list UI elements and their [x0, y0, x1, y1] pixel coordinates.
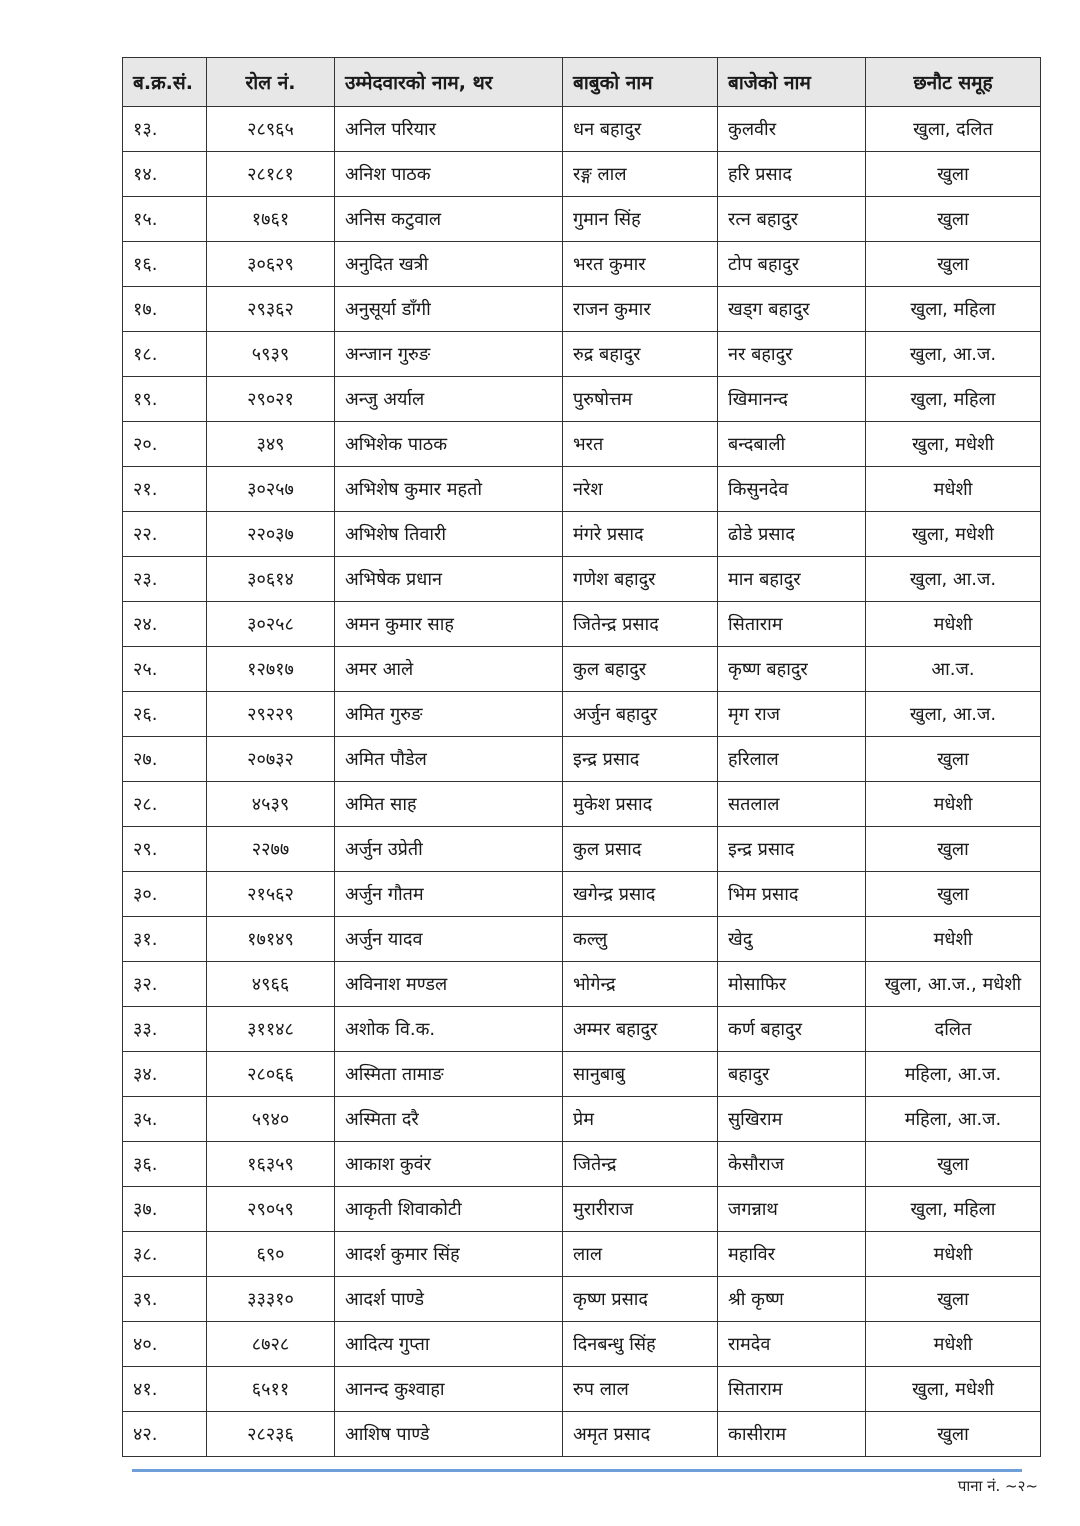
cell-name: अभिषेक प्रधान — [335, 557, 563, 602]
cell-grandfather: बहादुर — [718, 1052, 866, 1097]
table-row — [123, 242, 1041, 287]
cell-roll: ५९३९ — [207, 332, 335, 377]
cell-group: खुला — [866, 197, 1041, 242]
table-row — [123, 827, 1041, 872]
table-row — [123, 962, 1041, 1007]
cell-roll: २२७७ — [207, 827, 335, 872]
cell-grandfather: किसुनदेव — [718, 467, 866, 512]
cell-serial: २५. — [123, 647, 207, 692]
cell-name: अर्जुन उप्रेती — [335, 827, 563, 872]
cell-grandfather: खेदु — [718, 917, 866, 962]
cell-father: गणेश बहादुर — [563, 557, 718, 602]
cell-father: लाल — [563, 1232, 718, 1277]
cell-father: दिनबन्धु सिंह — [563, 1322, 718, 1367]
table-row — [123, 1277, 1041, 1322]
cell-roll: ३४९ — [207, 422, 335, 467]
table-row — [123, 467, 1041, 512]
cell-serial: २७. — [123, 737, 207, 782]
cell-grandfather: कर्ण बहादुर — [718, 1007, 866, 1052]
cell-name: अनिस कटुवाल — [335, 197, 563, 242]
cell-serial: ३६. — [123, 1142, 207, 1187]
cell-roll: २८१८१ — [207, 152, 335, 197]
cell-roll: २२०३७ — [207, 512, 335, 557]
cell-serial: ४०. — [123, 1322, 207, 1367]
page-number: पाना नं. ~२~ — [957, 1477, 1038, 1495]
cell-father: नरेश — [563, 467, 718, 512]
cell-roll: २९०५९ — [207, 1187, 335, 1232]
cell-group: खुला — [866, 1277, 1041, 1322]
cell-name: अभिशेक पाठक — [335, 422, 563, 467]
cell-roll: २०७३२ — [207, 737, 335, 782]
cell-group: खुला, महिला — [866, 377, 1041, 422]
cell-grandfather: कृष्ण बहादुर — [718, 647, 866, 692]
cell-serial: ४२. — [123, 1412, 207, 1457]
cell-name: आकृती शिवाकोटी — [335, 1187, 563, 1232]
cell-father: रङ्ग लाल — [563, 152, 718, 197]
table-row — [123, 782, 1041, 827]
cell-father: कुल बहादुर — [563, 647, 718, 692]
cell-group: खुला, आ.ज. — [866, 557, 1041, 602]
cell-grandfather: टोप बहादुर — [718, 242, 866, 287]
table-header — [123, 58, 1041, 107]
cell-roll: ६५११ — [207, 1367, 335, 1412]
cell-grandfather: सतलाल — [718, 782, 866, 827]
cell-father: प्रेम — [563, 1097, 718, 1142]
header-serial: ब.क्र.सं. — [123, 58, 207, 107]
cell-father: जितेन्द्र प्रसाद — [563, 602, 718, 647]
table-row — [123, 1142, 1041, 1187]
cell-father: मुरारीराज — [563, 1187, 718, 1232]
cell-serial: १७. — [123, 287, 207, 332]
table-row — [123, 1007, 1041, 1052]
cell-name: आशिष पाण्डे — [335, 1412, 563, 1457]
header-row — [123, 58, 1041, 107]
cell-serial: १४. — [123, 152, 207, 197]
table-body — [123, 107, 1041, 1457]
cell-grandfather: केसौराज — [718, 1142, 866, 1187]
header-father: बाबुको नाम — [563, 58, 718, 107]
cell-roll: ४५३९ — [207, 782, 335, 827]
cell-name: आनन्द कुश्वाहा — [335, 1367, 563, 1412]
cell-father: भरत — [563, 422, 718, 467]
cell-name: अनिल परियार — [335, 107, 563, 152]
cell-roll: ३०६२९ — [207, 242, 335, 287]
cell-serial: ३२. — [123, 962, 207, 1007]
cell-group: खुला, आ.ज. — [866, 332, 1041, 377]
cell-group: मधेशी — [866, 467, 1041, 512]
cell-name: आकाश कुवंर — [335, 1142, 563, 1187]
table-row — [123, 377, 1041, 422]
cell-grandfather: जगन्नाथ — [718, 1187, 866, 1232]
cell-roll: २९३६२ — [207, 287, 335, 332]
cell-father: राजन कुमार — [563, 287, 718, 332]
cell-grandfather: खिमानन्द — [718, 377, 866, 422]
cell-grandfather: खड्ग बहादुर — [718, 287, 866, 332]
table-row — [123, 557, 1041, 602]
cell-name: अस्मिता दरै — [335, 1097, 563, 1142]
cell-serial: २९. — [123, 827, 207, 872]
cell-group: मधेशी — [866, 782, 1041, 827]
cell-group: मधेशी — [866, 1232, 1041, 1277]
cell-serial: १९. — [123, 377, 207, 422]
cell-grandfather: मोसाफिर — [718, 962, 866, 1007]
cell-group: खुला — [866, 1142, 1041, 1187]
cell-grandfather: मृग राज — [718, 692, 866, 737]
cell-serial: ३७. — [123, 1187, 207, 1232]
table-row — [123, 1097, 1041, 1142]
cell-grandfather: कुलवीर — [718, 107, 866, 152]
cell-name: अभिशेष कुमार महतो — [335, 467, 563, 512]
cell-father: मुकेश प्रसाद — [563, 782, 718, 827]
cell-serial: २३. — [123, 557, 207, 602]
cell-father: खगेन्द्र प्रसाद — [563, 872, 718, 917]
cell-grandfather: श्री कृष्ण — [718, 1277, 866, 1322]
cell-serial: ३५. — [123, 1097, 207, 1142]
cell-group: खुला, दलित — [866, 107, 1041, 152]
results-table — [122, 57, 1041, 1457]
cell-roll: २८०६६ — [207, 1052, 335, 1097]
cell-roll: २१५६२ — [207, 872, 335, 917]
cell-father: भोगेन्द्र — [563, 962, 718, 1007]
cell-roll: ३०२५८ — [207, 602, 335, 647]
cell-grandfather: हरि प्रसाद — [718, 152, 866, 197]
cell-roll: ३११४८ — [207, 1007, 335, 1052]
cell-serial: १६. — [123, 242, 207, 287]
cell-roll: १२७१७ — [207, 647, 335, 692]
header-name: उम्मेदवारको नाम, थर — [335, 58, 563, 107]
cell-grandfather: कासीराम — [718, 1412, 866, 1457]
cell-serial: २०. — [123, 422, 207, 467]
header-group: छनौट समूह — [866, 58, 1041, 107]
cell-father: पुरुषोत्तम — [563, 377, 718, 422]
table-row — [123, 872, 1041, 917]
cell-father: जितेन्द्र — [563, 1142, 718, 1187]
cell-grandfather: नर बहादुर — [718, 332, 866, 377]
table-row — [123, 1052, 1041, 1097]
cell-roll: १७६१ — [207, 197, 335, 242]
cell-grandfather: बन्दबाली — [718, 422, 866, 467]
cell-group: खुला, मधेशी — [866, 512, 1041, 557]
cell-serial: २४. — [123, 602, 207, 647]
cell-name: आदित्य गुप्ता — [335, 1322, 563, 1367]
cell-name: अमित साह — [335, 782, 563, 827]
cell-group: खुला — [866, 827, 1041, 872]
table-row — [123, 197, 1041, 242]
cell-father: भरत कुमार — [563, 242, 718, 287]
cell-group: खुला, मधेशी — [866, 1367, 1041, 1412]
cell-serial: २६. — [123, 692, 207, 737]
table-row — [123, 647, 1041, 692]
cell-name: अमन कुमार साह — [335, 602, 563, 647]
cell-group: महिला, आ.ज. — [866, 1052, 1041, 1097]
cell-group: खुला — [866, 242, 1041, 287]
table-row — [123, 602, 1041, 647]
cell-group: मधेशी — [866, 917, 1041, 962]
cell-father: अमृत प्रसाद — [563, 1412, 718, 1457]
table-row — [123, 422, 1041, 467]
cell-name: अन्जु अर्याल — [335, 377, 563, 422]
cell-serial: २८. — [123, 782, 207, 827]
cell-grandfather: सिताराम — [718, 1367, 866, 1412]
table-row — [123, 332, 1041, 377]
cell-group: खुला — [866, 737, 1041, 782]
cell-grandfather: महाविर — [718, 1232, 866, 1277]
cell-serial: १५. — [123, 197, 207, 242]
cell-grandfather: इन्द्र प्रसाद — [718, 827, 866, 872]
cell-roll: ३०२५७ — [207, 467, 335, 512]
cell-serial: ३०. — [123, 872, 207, 917]
cell-father: कृष्ण प्रसाद — [563, 1277, 718, 1322]
cell-grandfather: ढोडे प्रसाद — [718, 512, 866, 557]
cell-grandfather: भिम प्रसाद — [718, 872, 866, 917]
cell-grandfather: मान बहादुर — [718, 557, 866, 602]
cell-grandfather: हरिलाल — [718, 737, 866, 782]
cell-name: अविनाश मण्डल — [335, 962, 563, 1007]
table-row — [123, 1367, 1041, 1412]
cell-serial: ३३. — [123, 1007, 207, 1052]
cell-name: अमर आले — [335, 647, 563, 692]
footer-divider — [132, 1469, 1022, 1472]
cell-group: मधेशी — [866, 602, 1041, 647]
cell-serial: ३८. — [123, 1232, 207, 1277]
cell-name: अनुदित खत्री — [335, 242, 563, 287]
cell-father: रुप लाल — [563, 1367, 718, 1412]
cell-father: सानुबाबु — [563, 1052, 718, 1097]
table-row — [123, 737, 1041, 782]
cell-serial: २१. — [123, 467, 207, 512]
cell-name: अमित गुरुङ — [335, 692, 563, 737]
table-row — [123, 1187, 1041, 1232]
cell-group: खुला, महिला — [866, 1187, 1041, 1232]
table-row — [123, 152, 1041, 197]
cell-name: अस्मिता तामाङ — [335, 1052, 563, 1097]
cell-roll: १७१४९ — [207, 917, 335, 962]
cell-group: खुला — [866, 152, 1041, 197]
cell-name: अर्जुन गौतम — [335, 872, 563, 917]
cell-group: खुला — [866, 1412, 1041, 1457]
cell-grandfather: रामदेव — [718, 1322, 866, 1367]
cell-group: मधेशी — [866, 1322, 1041, 1367]
cell-grandfather: सिताराम — [718, 602, 866, 647]
cell-group: दलित — [866, 1007, 1041, 1052]
cell-name: अर्जुन यादव — [335, 917, 563, 962]
cell-serial: २२. — [123, 512, 207, 557]
cell-father: रुद्र बहादुर — [563, 332, 718, 377]
cell-name: अन्जान गुरुङ — [335, 332, 563, 377]
cell-father: अर्जुन बहादुर — [563, 692, 718, 737]
cell-roll: १६३५९ — [207, 1142, 335, 1187]
cell-name: अमित पौडेल — [335, 737, 563, 782]
cell-roll: ६९० — [207, 1232, 335, 1277]
cell-father: गुमान सिंह — [563, 197, 718, 242]
cell-serial: ३९. — [123, 1277, 207, 1322]
cell-group: खुला — [866, 872, 1041, 917]
cell-father: इन्द्र प्रसाद — [563, 737, 718, 782]
cell-name: आदर्श कुमार सिंह — [335, 1232, 563, 1277]
header-grandfather: बाजेको नाम — [718, 58, 866, 107]
cell-group: आ.ज. — [866, 647, 1041, 692]
cell-roll: २९२२९ — [207, 692, 335, 737]
cell-serial: ३१. — [123, 917, 207, 962]
table-row — [123, 917, 1041, 962]
cell-group: खुला, महिला — [866, 287, 1041, 332]
cell-roll: २८९६५ — [207, 107, 335, 152]
table-row — [123, 1412, 1041, 1457]
cell-father: मंगरे प्रसाद — [563, 512, 718, 557]
cell-grandfather: रत्न बहादुर — [718, 197, 866, 242]
cell-roll: ५९४० — [207, 1097, 335, 1142]
table-row — [123, 1322, 1041, 1367]
table-row — [123, 287, 1041, 332]
cell-serial: १३. — [123, 107, 207, 152]
table-row — [123, 1232, 1041, 1277]
cell-roll: २९०२१ — [207, 377, 335, 422]
cell-group: खुला, आ.ज. — [866, 692, 1041, 737]
cell-group: खुला, मधेशी — [866, 422, 1041, 467]
cell-father: कल्लु — [563, 917, 718, 962]
table-row — [123, 692, 1041, 737]
cell-name: अनुसूर्या डाँगी — [335, 287, 563, 332]
cell-serial: ३४. — [123, 1052, 207, 1097]
cell-roll: ८७२८ — [207, 1322, 335, 1367]
cell-roll: ४९६६ — [207, 962, 335, 1007]
header-roll: रोल नं. — [207, 58, 335, 107]
cell-father: अम्मर बहादुर — [563, 1007, 718, 1052]
cell-group: खुला, आ.ज., मधेशी — [866, 962, 1041, 1007]
cell-group: महिला, आ.ज. — [866, 1097, 1041, 1142]
cell-name: अशोक वि.क. — [335, 1007, 563, 1052]
cell-father: कुल प्रसाद — [563, 827, 718, 872]
table-row — [123, 107, 1041, 152]
cell-serial: १८. — [123, 332, 207, 377]
table-row — [123, 512, 1041, 557]
cell-roll: ३३३१० — [207, 1277, 335, 1322]
cell-father: धन बहादुर — [563, 107, 718, 152]
cell-serial: ४१. — [123, 1367, 207, 1412]
cell-name: अनिश पाठक — [335, 152, 563, 197]
cell-grandfather: सुखिराम — [718, 1097, 866, 1142]
cell-name: अभिशेष तिवारी — [335, 512, 563, 557]
cell-roll: २८२३६ — [207, 1412, 335, 1457]
cell-roll: ३०६१४ — [207, 557, 335, 602]
cell-name: आदर्श पाण्डे — [335, 1277, 563, 1322]
